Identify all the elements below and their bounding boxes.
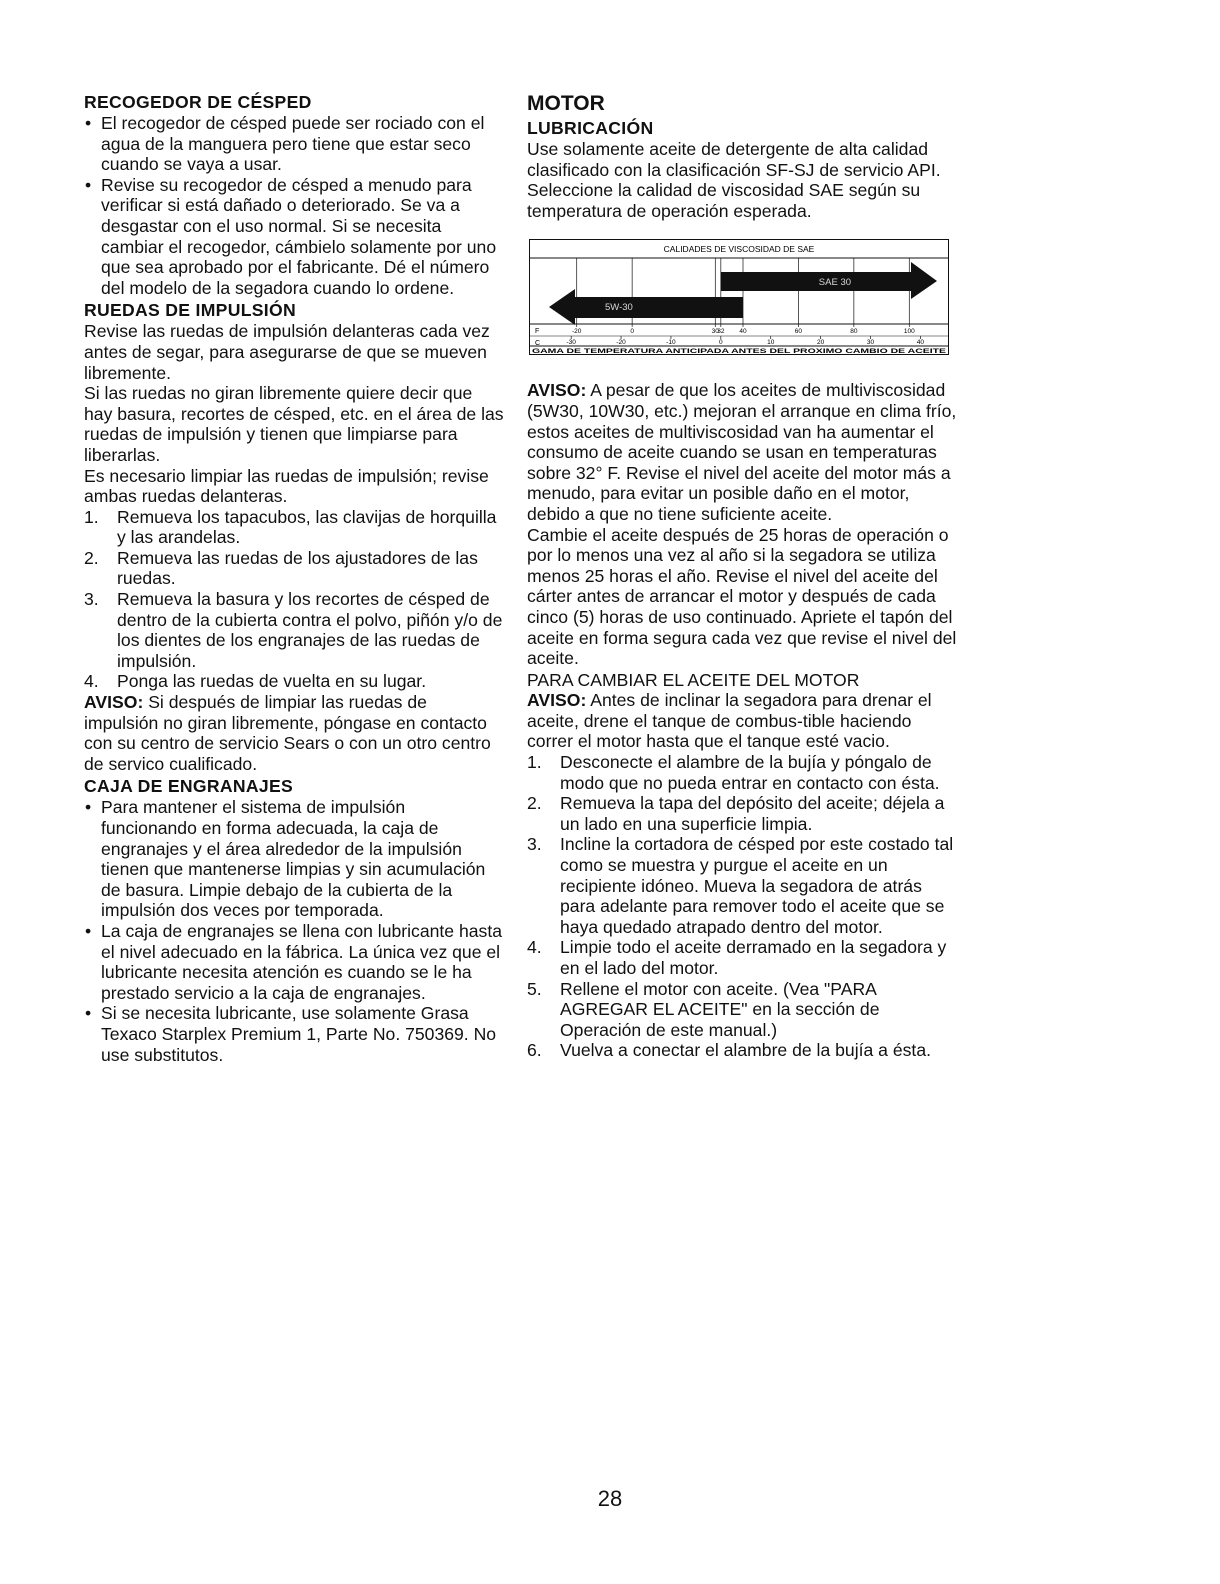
motor-heading: MOTOR [527,92,605,115]
aviso-label: AVISO: [527,690,587,711]
ruedas-paragraph-3: Es necesario limpiar las ruedas de impulsión; revise ambas ruedas delanteras. [84,465,489,507]
aviso-text: Antes de inclinar la segadora para drenar el aceite, drene el tanque de combus-tible haciendo correr el motor hasta que el tanque esté vacio. [527,690,932,752]
list-item [527,937,957,978]
list-item: • Para mantener el sistema de impulsión funcionando en forma adecuada, la caja de engranajes y el área alrededor de la impulsión tienen que mantenerse limpias y sin acumulación de basura. Limpie debajo de la cubierta de la impulsión dos veces por temporada. [84,797,504,921]
list-item: • El recogedor de césped puede ser rociado con el agua de la manguera pero tiene que estar seco cuando se vaya a usar. [84,113,504,175]
lubricacion-heading: LUBRICACIÓN [527,118,654,138]
ruedas-steps [84,507,504,692]
page-number: 28 [597,1486,623,1511]
step-text: Limpie todo el aceite derramado en la segadora y en el lado del motor. [560,937,947,978]
c-tick-label: 10 [767,339,775,347]
list-item [527,752,957,793]
list-item [527,793,957,834]
step-text: Remueva la basura y los recortes de césped de dentro de la cubierta contra el polvo, piñón y/o de los dientes de los engranajes de las ruedas de impulsión. [117,589,503,671]
step-text: Rellene el motor con aceite. (Vea "PARA AGREGAR EL ACEITE" en la sección de Operación de este manual.) [560,978,880,1040]
step-text: Desconecte el alambre de la bujía y póngalo de modo que no pueda entrar en contacto con ésta. [560,752,940,793]
c-tick-label: -20 [616,339,626,347]
chart-footer: GAMA DE TEMPERATURA ANTICIPADA ANTES DEL PROXIMO CAMBIO DE ACEITE [532,348,947,356]
step-number: 3. [84,589,99,610]
recogedor-bullets [84,113,504,298]
lubricacion-text: Use solamente aceite de detergente de alta calidad clasificado con la clasificación SF-SJ de servicio API. Seleccione la calidad de viscosidad SAE según su temperatura de operación esperada. [527,139,941,221]
list-item [527,979,957,1041]
list-item [84,671,504,692]
step-number: 6. [527,1040,542,1061]
aviso-multiviscosidad [527,380,957,524]
c-tick-label: 0 [719,339,723,347]
step-number: 1. [84,506,99,527]
f-tick-label: 30 [711,328,719,336]
ruedas-heading: RUEDAS DE IMPULSIÓN [84,300,296,321]
step-number: 3. [527,834,542,855]
list-item [84,507,504,548]
c-tick-label: 20 [816,339,825,347]
list-item [527,834,957,937]
list-item: • Si se necesita lubricante, use solamente Grasa Texaco Starplex Premium 1, Parte No. 750369. No use substitutos. [84,1003,504,1065]
list-item: • La caja de engranajes se llena con lubricante hasta el nivel adecuado en la fábrica. La única vez que el lubricante necesita atención es cuando se le ha prestado servicio a la caja de engranajes. [84,921,504,1003]
step-number: 1. [527,752,542,773]
f-tick-label: 80 [850,328,858,336]
bar-sae30-label: SAE 30 [818,277,852,289]
aviso-inclinar [527,690,957,752]
step-number: 4. [527,937,542,958]
f-tick-label: 60 [794,328,803,336]
f-ticks [572,324,915,335]
motor-oil-steps [527,752,957,1061]
list-item: • Revise su recogedor de césped a menudo para verificar si está dañado o deteriorado. Se va a desgastar con el uso normal. Si se necesita cambiar el recogedor, cámbielo solamente por uno que sea aprobado por el fabricante. Dé el número del modelo de la segadora cuando lo ordene. [84,175,504,299]
list-item [527,1040,957,1061]
aviso-text: Si después de limpiar las ruedas de impulsión no giran libremente, póngase en contacto con su centro de servicio Sears o con un otro centro de servico cualificado. [84,692,491,774]
cambie-paragraph: Cambie el aceite después de 25 horas de operación o por lo menos una vez al año si la segadora se utiliza menos 25 horas el año. Revise el nivel del aceite del cárter antes de arrancar el motor y después de cada cinco (5) horas de uso continuado. Apriete el tapón del aceite en forma segura cada vez que revise el nivel del aceite. [527,524,957,669]
c-tick-label: 30 [866,339,875,347]
left-column [84,92,504,1065]
step-text: Vuelva a conectar el alambre de la bujía a ésta. [560,1040,931,1061]
bar-5w30 [549,289,743,325]
list-item [84,548,504,589]
f-tick-label: -20 [572,328,582,336]
f-tick-label: 32 [717,328,725,336]
step-number: 4. [84,671,99,692]
aviso-label: AVISO: [84,692,144,713]
aviso-text: A pesar de que los aceites de multiviscosidad (5W30, 10W30, etc.) mejoran el arranque en clima frío, estos aceites de multiviscosidad van ha aumentar el consumo de aceite cuando se usan en temperaturas sobre 32° F. Revise el nivel del aceite del motor más a menudo, para evitar un posible daño en el motor, debido a que no tiene suficiente aceite. [527,380,957,524]
para-cambiar-heading: PARA CAMBIAR EL ACEITE DEL MOTOR [527,669,860,690]
f-tick-label: 0 [630,328,634,336]
step-text: Ponga las ruedas de vuelta en su lugar. [117,671,427,692]
f-axis-label: F [535,328,540,336]
step-number: 5. [527,978,542,999]
bar-5w30-label: 5W-30 [605,302,633,314]
ruedas-paragraph-1: Revise las ruedas de impulsión delanteras cada vez antes de segar, para asegurarse de que se mueven libremente. [84,321,490,383]
sae-chart-svg [529,239,949,355]
c-ticks [566,336,924,346]
c-tick-label: -30 [566,339,576,347]
f-tick-label: 100 [903,328,915,336]
recogedor-heading: RECOGEDOR DE CÉSPED [84,92,312,112]
aviso-label: AVISO: [527,380,587,401]
right-column [527,92,957,1061]
chart-title: CALIDADES DE VISCOSIDAD DE SAE [663,244,815,255]
step-text: Remueva las ruedas de los ajustadores de las ruedas. [117,547,478,589]
c-axis-label: C [535,340,541,348]
caja-bullets [84,797,504,1065]
step-text: Incline la cortadora de césped por este costado tal como se muestra y purgue el aceite en un recipiente idóneo. Mueva la segadora de atrás para adelante para remover todo el aceite que se haya quedado atrapado dentro del motor. [560,834,954,937]
f-tick-label: 40 [739,328,747,336]
c-tick-label: -10 [666,339,676,347]
c-tick-label: 40 [916,339,924,347]
step-text: Remueva los tapacubos, las clavijas de horquilla y las arandelas. [117,506,497,548]
step-number: 2. [527,793,542,814]
step-text: Remueva la tapa del depósito del aceite; déjela a un lado en una superficie limpia. [560,793,945,834]
ruedas-paragraph-2: Si las ruedas no giran libremente quiere decir que hay basura, recortes de césped, etc. en el área de las ruedas de impulsión y tienen que limpiarse para liberarlas. [84,383,504,465]
caja-heading: CAJA DE ENGRANAJES [84,776,294,797]
list-item [84,589,504,671]
sae-viscosity-chart [529,239,949,360]
step-number: 2. [84,547,99,568]
ruedas-aviso [84,692,504,774]
